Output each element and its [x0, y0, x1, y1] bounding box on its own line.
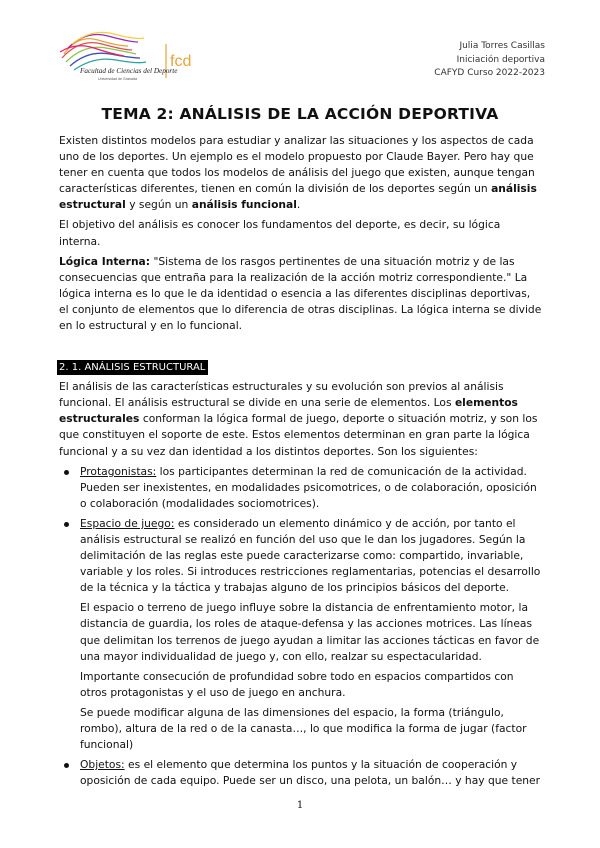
item-paragraph: Se puede modificar alguna de las dimensiones del espacio, la forma (triángulo, rombo), altura de la red o de la canasta…, lo que modifica la forma de jugar (factor funcional): [80, 705, 527, 752]
page-number: 1: [296, 800, 304, 811]
bold-term: análisis funcional: [191, 198, 297, 212]
faculty-logo: [58, 26, 198, 82]
elements-list: [59, 464, 543, 790]
page-title: TEMA 2: ANÁLISIS DE LA ACCIÓN DEPORTIVA: [101, 105, 499, 123]
item-paragraph: El espacio o terreno de juego influye sobre la distancia de enfrentamiento motor, la distancia de guardia, los roles de ataque-defensa y las acciones motrices. Las líneas que delimitan los terrenos de juego ayudan a limitar las acciones tácticas en favor de una mayor individualidad de juego y, con ello, realzar su espectacularidad.: [80, 601, 540, 663]
item-term: Objetos:: [80, 758, 125, 772]
bold-term: Lógica Interna:: [59, 254, 151, 268]
bullet-icon: [64, 470, 69, 475]
bold-term: elementos estructurales: [59, 396, 518, 426]
list-item: Objetos: es el elemento que determina los puntos y la situación de cooperación y oposición de cada equipo. Puede ser un disco, una pelota, un balón… y hay que tener: [59, 757, 543, 789]
bullet-icon: [64, 522, 69, 527]
intro-paragraph-3: Lógica Interna: "Sistema de los rasgos pertinentes de una situación motriz y de las consecuencias que entraña para la realización de la acción motriz correspondiente." La lógica interna es lo que le da identidad o esencia a las diferentes disciplinas deportivas, el conjunto de elementos que lo diferencia de otras disciplinas. La lógica interna se divide en lo estructural y en lo funcional.: [59, 254, 542, 333]
faculty-logo-graphic: [58, 26, 198, 82]
logo-mark: fcd: [170, 53, 192, 70]
document-body: [59, 133, 543, 793]
logo-text: Facultad de Ciencias del Deporte: [80, 67, 178, 75]
section-heading: 2. 1. ANÁLISIS ESTRUCTURAL: [57, 360, 208, 375]
bullet-icon: [64, 763, 69, 768]
logo-subtext: Universidad de Granada: [98, 77, 137, 81]
item-term: Espacio de juego:: [80, 516, 175, 530]
item-paragraph: Importante consecución de profundidad sobre todo en espacios compartidos con otros protagonistas y el uso de juego en anchura.: [80, 669, 514, 699]
course-name: CAFYD Curso 2022-2023: [434, 68, 545, 78]
subject-name: Iniciación deportiva: [456, 54, 545, 65]
author-name: Julia Torres Casillas: [459, 41, 545, 51]
document-header: [434, 40, 545, 81]
list-item: Protagonistas: los participantes determinan la red de comunicación de la actividad. Pueden ser inexistentes, en modalidades psicomotrices, o de colaboración, oposición o colaboración (modalidades sociomotrices).: [59, 464, 543, 512]
item-term: Protagonistas:: [80, 464, 157, 478]
list-item: Espacio de juego: es considerado un elemento dinámico y de acción, por tanto el análisis estructural se realizó en función del uso que le dan los jugadores. Según la delimitación de las reglas este puede caracterizarse como: compartido, invariable, variable y los roles. Si introduces restricciones reglamentarias, potencias el desarrollo de la técnica y la táctica y trabajas alguno de los principios básicos del deporte. El espacio o terreno de juego influye sobre la distancia de enfrentamiento motor, la distancia de guardia, los roles de ataque-defensa y las acciones motrices. Las líneas que delimitan los terrenos de juego ayudan a limitar las acciones tácticas en favor de una mayor individualidad de juego y, con ello, realzar su espectacularidad. Importante consecución de profundidad sobre todo en espacios compartidos con otros protagonistas y el uso de juego en anchura. Se puede modificar alguna de las dimensiones del espacio, la forma (triángulo, rombo), altura de la red o de la canasta…, lo que modifica la forma de jugar (factor funcional): [59, 516, 543, 753]
intro-paragraph-2: El objetivo del análisis es conocer los fundamentos del deporte, es decir, su lógica interna.: [59, 218, 501, 248]
section-paragraph: El análisis de las características estructurales y su evolución son previos al análisis funcional. El análisis estructural se divide en una serie de elementos. Los elementos estructurales conforman la lógica formal de juego, deporte o situación motriz, y son los que constituyen el soporte de este. Estos elementos determinan en gran parte la lógica funcional y a su vez dan identidad a los distintos deportes. Son los siguientes:: [59, 380, 538, 458]
intro-paragraph-1: Existen distintos modelos para estudiar y analizar las situaciones y los aspectos de cada uno de los deportes. Un ejemplo es el modelo propuesto por Claude Bayer. Pero hay que tener en cuenta que todos los modelos de análisis del juego que existen, aunque tengan características diferentes, tienen en común la división de los deportes según un análisis estructural y según un análisis funcional.: [59, 134, 537, 212]
bold-term: análisis estructural: [59, 182, 537, 212]
